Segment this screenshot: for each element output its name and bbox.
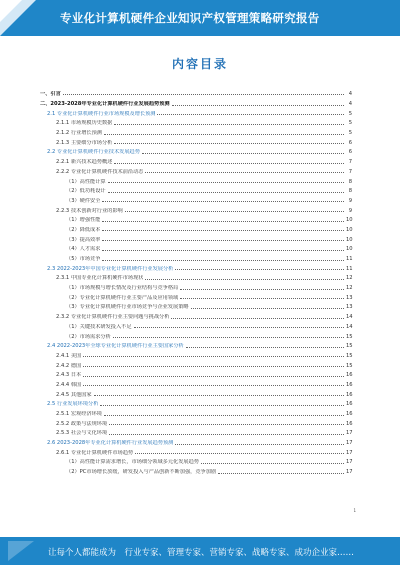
toc-leader-dots [145, 279, 344, 280]
toc-entry-page: 16 [346, 401, 353, 408]
toc-entry-title: （1）市场规模与增长情况及行业结构与竞争格局 [66, 285, 179, 292]
toc-entry[interactable] [40, 388, 352, 398]
toc-entry-title: 2.3.1 中国专业化计算机硬件市场现状 [56, 275, 144, 282]
toc-leader-dots [102, 221, 344, 222]
toc-entry-page: 17 [346, 449, 353, 456]
toc-leader-dots [201, 463, 344, 464]
toc-leader-dots [218, 473, 344, 474]
toc-entry-page: 5 [348, 120, 352, 127]
toc-entry[interactable] [40, 272, 352, 282]
toc-entry-title: 2.5.3 社会与文化环境 [56, 430, 108, 437]
toc-entry-page: 12 [346, 285, 353, 292]
toc-entry[interactable] [40, 194, 352, 204]
toc-entry-title: （2）降低成本 [66, 226, 101, 233]
footer-decoration [8, 541, 34, 561]
toc-entry-page: 15 [346, 333, 353, 340]
toc-leader-dots [83, 366, 344, 367]
toc-leader-dots [145, 172, 344, 173]
toc-entry[interactable] [40, 291, 352, 301]
toc-leader-dots [135, 453, 344, 454]
toc-entry-page: 11 [346, 265, 353, 272]
toc-entry[interactable] [40, 223, 352, 233]
toc-leader-dots [157, 114, 344, 115]
toc-entry-page: 11 [346, 256, 353, 262]
toc-entry-page: 15 [346, 343, 353, 350]
toc-leader-dots [102, 240, 344, 241]
toc-leader-dots [108, 192, 344, 193]
toc-entry-title: 2.2 专业化计算机硬件行业技术发展趋势 [47, 149, 140, 156]
page-marker: 1 [353, 508, 356, 513]
toc-entry-title: （1）高性能计算 [66, 178, 106, 185]
toc-entry-page: 17 [346, 430, 353, 437]
toc-leader-dots [172, 105, 344, 106]
toc-entry[interactable] [40, 252, 352, 262]
toc-entry-page: 16 [346, 391, 353, 398]
table-of-contents [40, 86, 352, 475]
toc-entry[interactable] [40, 427, 352, 437]
footer-banner [0, 537, 400, 565]
toc-entry[interactable] [40, 262, 352, 272]
toc-entry-page: 8 [348, 178, 352, 185]
toc-entry[interactable] [40, 378, 352, 388]
toc-leader-dots [125, 211, 344, 212]
toc-entry[interactable] [40, 165, 352, 175]
toc-leader-dots [109, 434, 344, 435]
toc-entry[interactable] [40, 281, 352, 291]
toc-leader-dots [104, 415, 344, 416]
toc-entry[interactable] [40, 436, 352, 446]
toc-leader-dots [191, 308, 344, 309]
toc-entry[interactable] [40, 214, 352, 224]
toc-leader-dots [83, 385, 344, 386]
toc-entry[interactable] [40, 310, 352, 320]
toc-entry-page: 13 [346, 294, 353, 301]
toc-entry-title: （2）市场需求分析 [66, 333, 111, 340]
toc-entry-title: 2.2.2 专业化计算机硬件技术前沿动态 [56, 168, 144, 175]
toc-leader-dots [102, 230, 344, 231]
toc-entry-title: 2.2.1 新兴技术趋势概述 [56, 159, 113, 166]
toc-entry-title: （3）提高效率 [66, 236, 101, 243]
toc-leader-dots [94, 395, 344, 396]
toc-leader-dots [108, 182, 344, 183]
toc-entry-page: 14 [346, 314, 353, 321]
toc-leader-dots [100, 405, 344, 406]
toc-leader-dots [104, 134, 344, 135]
toc-entry-title: （1）关键技术研发投入不足 [66, 323, 132, 330]
toc-entry[interactable] [40, 349, 352, 359]
toc-entry-page: 16 [346, 381, 353, 388]
toc-entry-page: 9 [348, 197, 352, 204]
toc-entry-page: 16 [346, 372, 353, 379]
toc-entry-title: （1）增强性能 [66, 217, 101, 224]
toc-entry[interactable] [40, 465, 352, 475]
toc-entry-title: （1）高性能计算需求增长，市场细分领域多元化发展趋势 [66, 459, 199, 466]
toc-entry-page: 5 [348, 110, 352, 117]
toc-entry-title: 2.1.1 市场规模历史数据 [56, 120, 113, 127]
toc-leader-dots [180, 289, 344, 290]
toc-entry[interactable] [40, 117, 352, 127]
toc-entry-title: 2.2.3 技术创新对行业的影响 [56, 207, 123, 214]
toc-entry-page: 4 [348, 90, 352, 97]
toc-leader-dots [114, 163, 344, 164]
toc-entry-page: 17 [346, 440, 353, 447]
toc-entry-title: （2）PC市场增长放缓，研发投入与产品创新不断加强，竞争加剧 [66, 469, 217, 476]
toc-entry[interactable] [40, 446, 352, 456]
toc-leader-dots [102, 260, 344, 261]
toc-entry-title: 2.4.5 其他国家 [56, 391, 92, 398]
toc-leader-dots [102, 201, 344, 202]
toc-entry[interactable] [40, 398, 352, 408]
toc-entry[interactable] [40, 233, 352, 243]
toc-entry[interactable] [40, 155, 352, 165]
toc-entry-title: （3）专业化计算机硬件行业市场竞争与企业发展策略 [66, 304, 189, 311]
toc-leader-dots [175, 269, 344, 270]
toc-entry-title: 2.1.3 主要细分市场分析 [56, 139, 113, 146]
toc-entry[interactable] [40, 320, 352, 330]
toc-leader-dots [83, 376, 344, 377]
toc-entry-page: 6 [348, 149, 352, 156]
header-banner [0, 0, 400, 36]
toc-entry-page: 8 [348, 188, 352, 195]
toc-entry[interactable] [40, 369, 352, 379]
banner-decoration-inner [0, 0, 22, 22]
toc-entry-page: 10 [346, 246, 353, 253]
toc-entry-title: （4）人才需求 [66, 246, 101, 253]
toc-leader-dots [171, 318, 344, 319]
toc-leader-dots [83, 356, 344, 357]
toc-entry[interactable] [40, 146, 352, 156]
toc-entry[interactable] [40, 86, 352, 97]
toc-leader-dots [134, 327, 344, 328]
toc-entry-page: 10 [346, 226, 353, 233]
toc-entry[interactable] [40, 340, 352, 350]
toc-entry-title: 2.4.1 美国 [56, 352, 82, 359]
toc-entry-title: 2.5 行业发展环境分析 [47, 401, 99, 408]
toc-entry-title: 2.4.2 德国 [56, 362, 82, 369]
toc-entry-title: （5）市场竞争 [66, 256, 101, 262]
toc-entry-title: 2.6.1 专业化计算机硬件市场趋势 [56, 449, 134, 456]
footer-slogan: 让每个人都能成为 行业专家、管理专家、营销专家、战略专家、成功企业家…… [48, 548, 355, 558]
toc-entry-title: 2.1.2 行业增长预测 [56, 130, 102, 137]
toc-entry[interactable] [40, 301, 352, 311]
toc-entry[interactable] [40, 407, 352, 417]
toc-entry-page: 17 [346, 459, 353, 466]
toc-entry-title: 2.5.1 宏观经济环境 [56, 411, 102, 417]
toc-entry-title: 2.5.2 政策与法规环境 [56, 420, 108, 427]
toc-entry[interactable] [40, 204, 352, 214]
toc-entry-page: 13 [346, 304, 353, 311]
toc-entry[interactable] [40, 417, 352, 427]
toc-entry-title: 二、2023-2028年专业化计算机硬件行业发展趋势预测 [40, 101, 170, 107]
toc-leader-dots [142, 153, 344, 154]
report-title: 专业化计算机硬件企业知识产权管理策略研究报告 [60, 11, 320, 25]
toc-leader-dots [63, 94, 344, 95]
toc-entry-page: 12 [346, 275, 353, 282]
toc-heading: 内容目录 [171, 57, 228, 71]
toc-entry-title: 一、引言 [40, 90, 61, 97]
toc-entry-page: 5 [348, 130, 352, 137]
toc-entry-page: 7 [348, 159, 352, 166]
toc-entry-page: 15 [346, 352, 353, 359]
toc-entry-page: 15 [346, 362, 353, 369]
toc-entry-title: （2）低功耗设计 [66, 188, 106, 195]
toc-leader-dots [102, 250, 344, 251]
toc-entry[interactable] [40, 330, 352, 340]
toc-entry[interactable] [40, 456, 352, 466]
toc-leader-dots [114, 124, 344, 125]
toc-leader-dots [114, 143, 344, 144]
toc-entry[interactable] [40, 97, 352, 108]
toc-leader-dots [180, 298, 344, 299]
toc-entry-page: 7 [348, 168, 352, 175]
toc-entry-page: 6 [348, 139, 352, 146]
toc-entry-title: 2.3 2022-2023年中国专业化计算机硬件行业发展分析 [47, 265, 174, 272]
toc-entry[interactable] [40, 126, 352, 136]
toc-entry[interactable] [40, 175, 352, 185]
toc-entry-page: 16 [346, 411, 353, 417]
toc-entry-title: 2.4 2022-2023年全球专业化计算机硬件行业主要国家分析 [47, 343, 184, 350]
toc-entry-title: 2.4.4 韩国 [56, 381, 82, 388]
toc-entry-page: 17 [346, 469, 353, 476]
toc-leader-dots [175, 444, 344, 445]
toc-entry-page: 9 [348, 207, 352, 214]
toc-entry[interactable] [40, 136, 352, 146]
toc-entry-title: 2.1 专业化计算机硬件行业市场规模及增长预测 [47, 110, 156, 117]
toc-entry-title: 2.6 2023-2028年专业化计算机硬件行业发展趋势预测 [47, 440, 174, 447]
toc-leader-dots [113, 337, 344, 338]
toc-entry-title: 2.4.3 日本 [56, 372, 82, 379]
toc-entry[interactable] [40, 185, 352, 195]
toc-leader-dots [109, 424, 344, 425]
toc-entry-title: 2.3.2 专业化计算机硬件行业主要问题与挑战分析 [56, 314, 170, 321]
toc-entry-page: 16 [346, 420, 353, 427]
toc-entry[interactable] [40, 243, 352, 253]
toc-leader-dots [186, 347, 344, 348]
toc-entry-page: 4 [348, 101, 352, 107]
toc-entry-title: （2）专业化计算机硬件行业主要产品及应用领域 [66, 294, 179, 301]
toc-entry-page: 10 [346, 236, 353, 243]
toc-entry[interactable] [40, 107, 352, 117]
toc-entry-page: 14 [346, 323, 353, 330]
toc-entry-title: （3）硬件安全 [66, 197, 101, 204]
toc-entry[interactable] [40, 359, 352, 369]
toc-entry-page: 10 [346, 217, 353, 224]
